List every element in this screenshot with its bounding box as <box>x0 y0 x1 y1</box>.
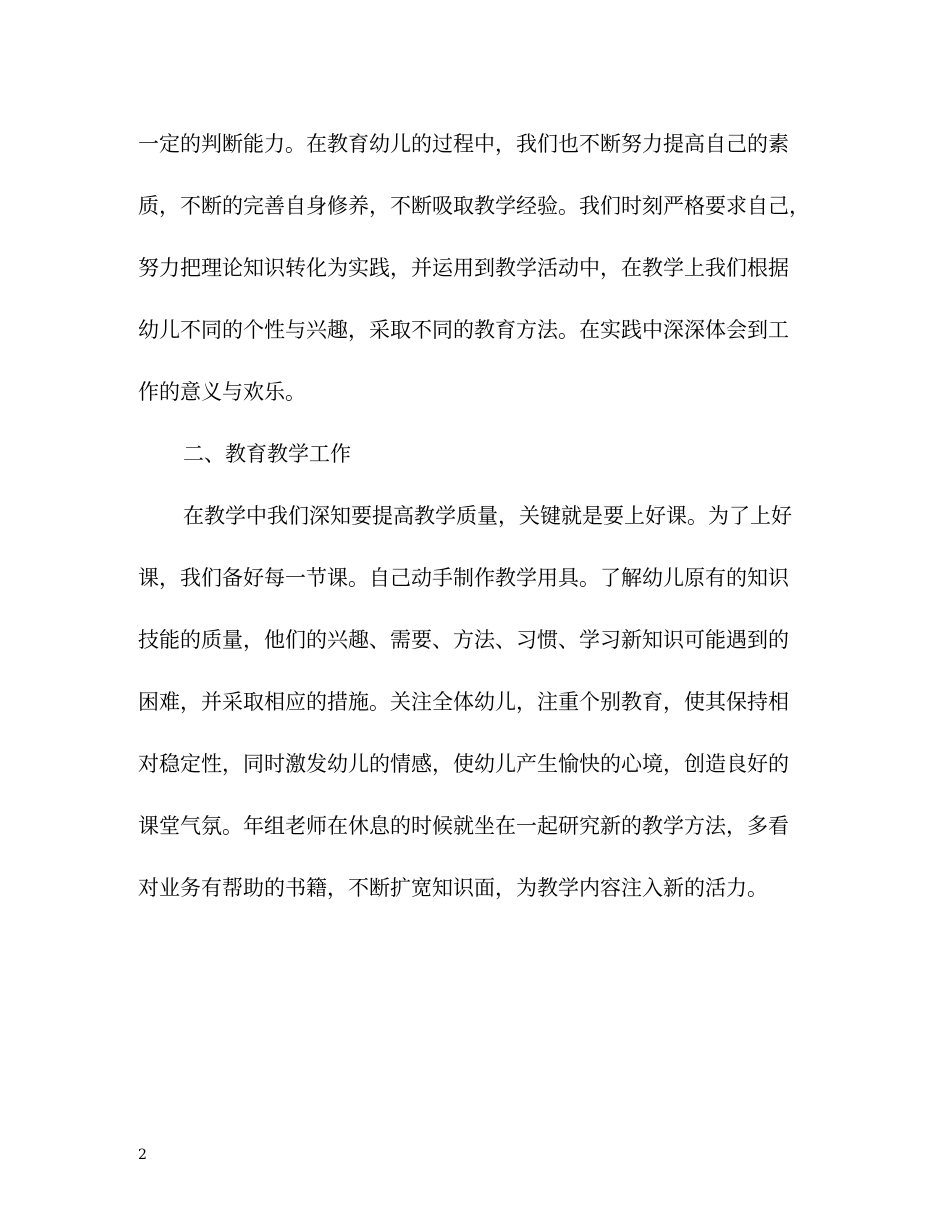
body-text-line: 课堂气氛。年组老师在休息的时候就坐在一起研究新的教学方法，多看 <box>138 814 789 838</box>
body-text-line: 努力把理论知识转化为实践，并运用到教学活动中，在教学上我们根据 <box>138 256 789 280</box>
body-text-line: 技能的质量，他们的兴趣、需要、方法、习惯、学习新知识可能遇到的 <box>138 628 789 652</box>
body-text-line: 对稳定性，同时激发幼儿的情感，使幼儿产生愉快的心境，创造良好的 <box>138 752 789 776</box>
body-text-line: 课，我们备好每一节课。自己动手制作教学用具。了解幼儿原有的知识 <box>138 566 789 590</box>
body-text-line: 一定的判断能力。在教育幼儿的过程中，我们也不断努力提高自己的素 <box>138 132 789 156</box>
body-text-line: 作的意义与欢乐。 <box>138 380 306 404</box>
body-text-line: 对业务有帮助的书籍，不断扩宽知识面，为教学内容注入新的活力。 <box>138 876 768 900</box>
body-text-line: 质，不断的完善自身修养，不断吸取教学经验。我们时刻严格要求自己， <box>138 194 810 218</box>
body-text-line: 在教学中我们深知要提高教学质量，关键就是要上好课。为了上好 <box>183 504 792 528</box>
page-number: 2 <box>138 1147 147 1163</box>
section-heading: 二、教育教学工作 <box>183 442 351 466</box>
body-text-line: 幼儿不同的个性与兴趣，采取不同的教育方法。在实践中深深体会到工 <box>138 318 789 342</box>
body-text-line: 困难，并采取相应的措施。关注全体幼儿，注重个别教育，使其保持相 <box>138 690 789 714</box>
